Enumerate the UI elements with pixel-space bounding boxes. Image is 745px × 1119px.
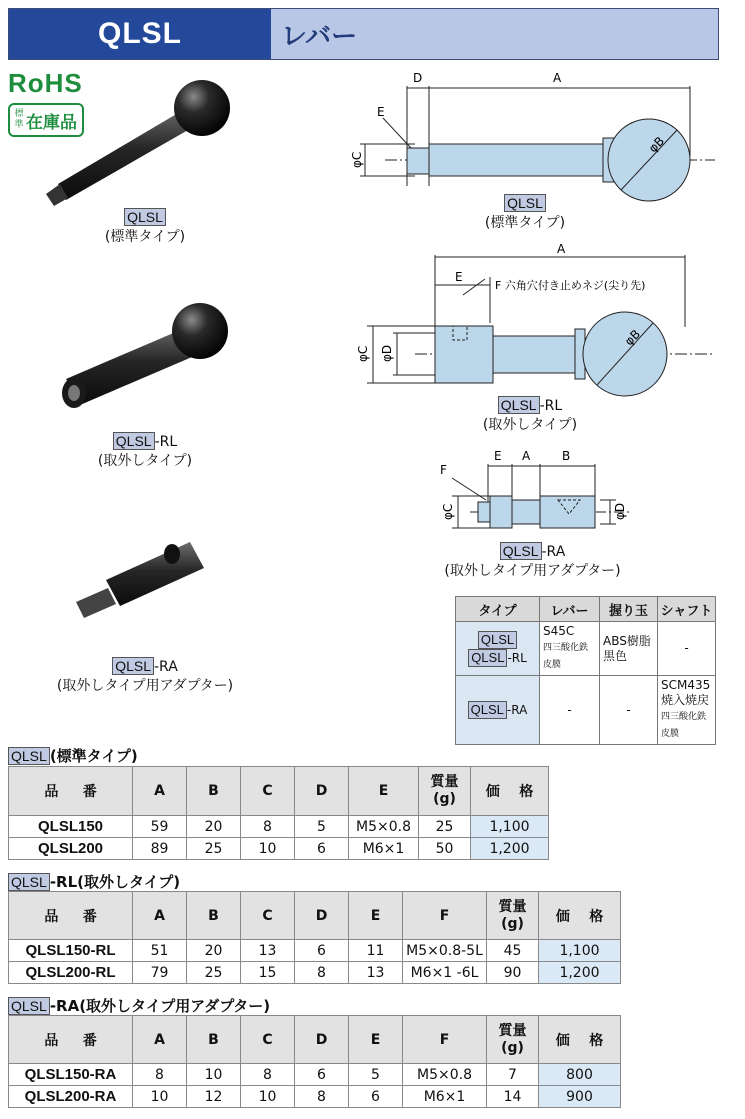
photo-adapter xyxy=(72,528,222,628)
col-header-A: A xyxy=(133,892,187,940)
caption-adapter xyxy=(30,657,260,696)
dim-label-E: E xyxy=(494,449,502,463)
caption-desc: (取外しタイプ) xyxy=(482,417,578,433)
dim-label-D: φD xyxy=(613,502,627,520)
dim-label-C: φC xyxy=(356,345,370,362)
col-header-price: 価 格 xyxy=(539,1016,621,1064)
type-tag: QLSL xyxy=(8,873,50,891)
material-type-cell: QLSL QLSL -RL xyxy=(456,622,540,676)
type-tag: QLSL xyxy=(468,701,507,719)
dim-label-B: φB xyxy=(621,326,644,349)
product-code: QLSL xyxy=(9,9,271,59)
col-header-part-number: 品 番 xyxy=(9,1016,133,1064)
rohs-badge: RoHS xyxy=(8,68,83,98)
col-header-A: A xyxy=(133,767,187,816)
col-header-D: D xyxy=(295,1016,349,1064)
caption-drawing-adapter xyxy=(430,542,635,581)
col-header-A: A xyxy=(133,1016,187,1064)
col-header-D: D xyxy=(295,767,349,816)
stock-badge-small: 標準 xyxy=(14,109,24,130)
col-header-D: D xyxy=(295,892,349,940)
dim-label-B: φB xyxy=(645,133,668,156)
col-header-part-number: 品 番 xyxy=(9,767,133,816)
col-header-C: C xyxy=(241,1016,295,1064)
material-type-cell: QLSL -RA xyxy=(456,676,540,745)
col-header-mass: 質量 (g) xyxy=(487,892,539,940)
caption-suffix: -RA xyxy=(154,659,178,675)
caption-desc: (取外しタイプ用アダプター) xyxy=(56,678,234,694)
dim-label-D: D xyxy=(413,71,423,85)
dim-label-E: E xyxy=(455,270,463,284)
product-name: レバー xyxy=(271,9,718,59)
stock-badge-big: 在庫品 xyxy=(26,112,77,133)
type-tag: QLSL xyxy=(504,194,546,212)
dim-label-F: F xyxy=(440,463,447,477)
dim-label-B: B xyxy=(562,449,571,463)
col-header-part-number: 品 番 xyxy=(9,892,133,940)
type-tag: QLSL xyxy=(498,396,540,414)
type-tag: QLSL xyxy=(8,747,50,765)
drawing-adapter xyxy=(430,444,650,539)
table-row: QLSL200 89 25 10 6 M6×1 50 1,200 xyxy=(9,838,549,860)
caption-desc: (取外しタイプ用アダプター) xyxy=(444,563,621,579)
caption-desc: (標準タイプ) xyxy=(104,229,186,245)
material-lever-cell: S45C 四三酸化鉄皮膜 xyxy=(540,622,600,676)
dim-label-C: φC xyxy=(441,503,455,520)
col-header-mass: 質量 (g) xyxy=(419,767,471,816)
dim-label-A: A xyxy=(522,449,531,463)
type-tag: QLSL xyxy=(112,657,154,675)
spec-table-standard xyxy=(8,766,549,860)
caption-removable xyxy=(60,432,230,471)
type-tag: QLSL xyxy=(124,208,166,226)
dim-label-D: φD xyxy=(380,344,394,362)
material-shaft-cell: SCM435 焼入焼戻 四三酸化鉄皮膜 xyxy=(658,676,716,745)
spec-table-adapter xyxy=(8,1015,621,1108)
photo-standard-lever xyxy=(40,76,245,211)
col-header-C: C xyxy=(241,767,295,816)
dim-label-E: E xyxy=(377,105,385,119)
col-header-E: E xyxy=(349,892,403,940)
material-knob-cell: - xyxy=(600,676,658,745)
section-title-removable: QLSL -RL(取外しタイプ) xyxy=(8,871,180,892)
spec-table-removable xyxy=(8,891,621,984)
caption-drawing-standard xyxy=(445,194,605,233)
col-header-B: B xyxy=(187,892,241,940)
material-header-knob: 握り玉 xyxy=(600,597,658,622)
dim-label-A: A xyxy=(553,71,562,85)
caption-suffix: -RA xyxy=(541,544,566,560)
col-header-C: C xyxy=(241,892,295,940)
type-tag: QLSL xyxy=(478,631,517,649)
col-header-F: F xyxy=(403,1016,487,1064)
type-tag: QLSL xyxy=(500,542,542,560)
type-tag: QLSL xyxy=(8,997,50,1015)
caption-standard xyxy=(60,208,230,247)
caption-suffix: -RL xyxy=(539,398,563,414)
drawing-removable xyxy=(345,243,725,403)
dim-label-C: φC xyxy=(350,151,364,168)
type-tag: QLSL xyxy=(468,649,507,667)
col-header-mass: 質量 (g) xyxy=(487,1016,539,1064)
material-lever-cell: - xyxy=(540,676,600,745)
col-header-price: 価 格 xyxy=(471,767,549,816)
col-header-F: F xyxy=(403,892,487,940)
table-row: QLSL150-RA 8 10 8 6 5 M5×0.8 7 800 xyxy=(9,1064,621,1086)
section-title-adapter: QLSL -RA(取外しタイプ用アダプター) xyxy=(8,995,270,1016)
section-title-standard: QLSL (標準タイプ) xyxy=(8,745,138,766)
table-row: QLSL200-RL 79 25 15 8 13 M6×1 -6L 90 1,200 xyxy=(9,962,621,984)
caption-desc: (標準タイプ) xyxy=(484,215,566,231)
col-header-E: E xyxy=(349,1016,403,1064)
page-header xyxy=(8,8,719,60)
caption-drawing-removable xyxy=(450,396,610,435)
col-header-E: E xyxy=(349,767,419,816)
table-row: QLSL150-RL 51 20 13 6 11 M5×0.8-5L 45 1,100 xyxy=(9,940,621,962)
table-row: QLSL200-RA 10 12 10 8 6 M6×1 14 900 xyxy=(9,1086,621,1108)
caption-desc: (取外しタイプ) xyxy=(97,453,193,469)
dim-label-A: A xyxy=(557,243,566,256)
material-shaft-cell: - xyxy=(658,622,716,676)
col-header-price: 価 格 xyxy=(539,892,621,940)
material-header-lever: レバー xyxy=(540,597,600,622)
material-header-type: タイプ xyxy=(456,597,540,622)
col-header-B: B xyxy=(187,1016,241,1064)
material-header-shaft: シャフト xyxy=(658,597,716,622)
dim-label-F: F 六角穴付き止めネジ(尖り先) xyxy=(495,279,646,292)
caption-suffix: -RL xyxy=(154,434,178,450)
type-tag: QLSL xyxy=(113,432,155,450)
material-knob-cell: ABS樹脂 黒色 xyxy=(600,622,658,676)
drawing-standard xyxy=(345,66,725,206)
col-header-B: B xyxy=(187,767,241,816)
photo-removable-lever xyxy=(52,295,237,420)
material-table xyxy=(455,596,716,745)
table-row: QLSL150 59 20 8 5 M5×0.8 25 1,100 xyxy=(9,816,549,838)
